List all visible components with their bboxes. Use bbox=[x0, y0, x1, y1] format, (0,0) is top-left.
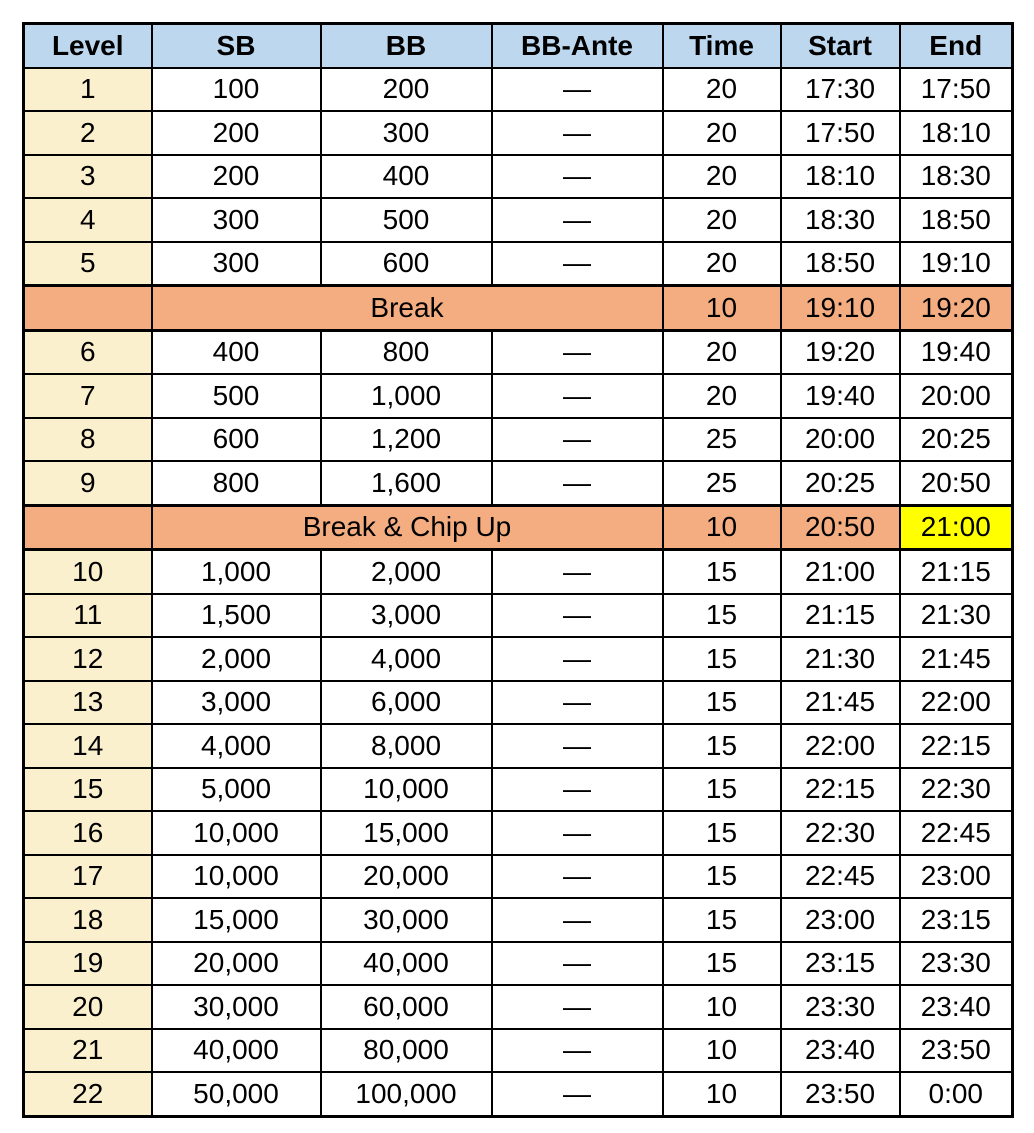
time-cell: 15 bbox=[663, 855, 781, 899]
end-cell: 18:30 bbox=[900, 155, 1013, 199]
time-cell: 15 bbox=[663, 942, 781, 986]
end-cell: 22:15 bbox=[900, 724, 1013, 768]
ante-cell: — bbox=[492, 330, 663, 374]
ante-cell: — bbox=[492, 198, 663, 242]
sb-cell: 50,000 bbox=[152, 1072, 321, 1116]
ante-cell: — bbox=[492, 418, 663, 462]
ante-cell: — bbox=[492, 68, 663, 112]
column-header-end: End bbox=[900, 24, 1013, 68]
level-row bbox=[24, 550, 1013, 594]
ante-cell: — bbox=[492, 724, 663, 768]
start-cell: 23:00 bbox=[781, 898, 900, 942]
ante-cell: — bbox=[492, 637, 663, 681]
level-row bbox=[24, 155, 1013, 199]
time-cell: 15 bbox=[663, 681, 781, 725]
bb-cell: 500 bbox=[321, 198, 492, 242]
ante-cell: — bbox=[492, 111, 663, 155]
end-cell: 19:40 bbox=[900, 330, 1013, 374]
bb-cell: 1,600 bbox=[321, 461, 492, 505]
end-cell: 20:50 bbox=[900, 461, 1013, 505]
highlighted-end-cell: 21:00 bbox=[900, 505, 1013, 550]
sb-cell: 100 bbox=[152, 68, 321, 112]
level-cell: 9 bbox=[24, 461, 152, 505]
ante-cell: — bbox=[492, 898, 663, 942]
time-cell: 15 bbox=[663, 594, 781, 638]
level-cell: 17 bbox=[24, 855, 152, 899]
bb-cell: 15,000 bbox=[321, 811, 492, 855]
bb-cell: 1,200 bbox=[321, 418, 492, 462]
bb-cell: 60,000 bbox=[321, 985, 492, 1029]
break-label-cell: Break & Chip Up bbox=[152, 505, 663, 550]
ante-cell: — bbox=[492, 550, 663, 594]
level-row bbox=[24, 242, 1013, 286]
bb-cell: 20,000 bbox=[321, 855, 492, 899]
bb-cell: 40,000 bbox=[321, 942, 492, 986]
level-row bbox=[24, 637, 1013, 681]
level-cell: 2 bbox=[24, 111, 152, 155]
time-cell: 10 bbox=[663, 985, 781, 1029]
ante-cell: — bbox=[492, 855, 663, 899]
bb-cell: 6,000 bbox=[321, 681, 492, 725]
start-cell: 19:20 bbox=[781, 330, 900, 374]
level-row bbox=[24, 898, 1013, 942]
sb-cell: 200 bbox=[152, 111, 321, 155]
sb-cell: 300 bbox=[152, 242, 321, 286]
level-cell: 13 bbox=[24, 681, 152, 725]
level-cell: 8 bbox=[24, 418, 152, 462]
start-cell: 22:00 bbox=[781, 724, 900, 768]
end-cell: 21:30 bbox=[900, 594, 1013, 638]
sb-cell: 1,000 bbox=[152, 550, 321, 594]
start-cell: 22:45 bbox=[781, 855, 900, 899]
end-cell: 21:15 bbox=[900, 550, 1013, 594]
level-cell: 4 bbox=[24, 198, 152, 242]
start-cell: 20:50 bbox=[781, 505, 900, 550]
blind-structure-table bbox=[22, 22, 1014, 1118]
column-header-level: Level bbox=[24, 24, 152, 68]
break-level-cell bbox=[24, 286, 152, 331]
level-row bbox=[24, 681, 1013, 725]
break-row bbox=[24, 286, 1013, 331]
time-cell: 15 bbox=[663, 811, 781, 855]
ante-cell: — bbox=[492, 681, 663, 725]
sb-cell: 30,000 bbox=[152, 985, 321, 1029]
bb-cell: 2,000 bbox=[321, 550, 492, 594]
column-header-time: Time bbox=[663, 24, 781, 68]
level-cell: 14 bbox=[24, 724, 152, 768]
start-cell: 18:10 bbox=[781, 155, 900, 199]
sb-cell: 10,000 bbox=[152, 811, 321, 855]
sb-cell: 300 bbox=[152, 198, 321, 242]
end-cell: 20:00 bbox=[900, 374, 1013, 418]
level-cell: 19 bbox=[24, 942, 152, 986]
bb-cell: 30,000 bbox=[321, 898, 492, 942]
start-cell: 22:15 bbox=[781, 768, 900, 812]
level-cell: 7 bbox=[24, 374, 152, 418]
sb-cell: 200 bbox=[152, 155, 321, 199]
break-level-cell bbox=[24, 505, 152, 550]
sb-cell: 10,000 bbox=[152, 855, 321, 899]
bb-cell: 100,000 bbox=[321, 1072, 492, 1116]
start-cell: 19:40 bbox=[781, 374, 900, 418]
header-row bbox=[24, 24, 1013, 68]
time-cell: 10 bbox=[663, 1029, 781, 1073]
start-cell: 18:50 bbox=[781, 242, 900, 286]
sb-cell: 1,500 bbox=[152, 594, 321, 638]
end-cell: 20:25 bbox=[900, 418, 1013, 462]
ante-cell: — bbox=[492, 1029, 663, 1073]
end-cell: 23:50 bbox=[900, 1029, 1013, 1073]
end-cell: 17:50 bbox=[900, 68, 1013, 112]
start-cell: 20:25 bbox=[781, 461, 900, 505]
column-header-bb: BB bbox=[321, 24, 492, 68]
start-cell: 21:30 bbox=[781, 637, 900, 681]
level-row bbox=[24, 461, 1013, 505]
time-cell: 25 bbox=[663, 461, 781, 505]
time-cell: 15 bbox=[663, 637, 781, 681]
start-cell: 17:30 bbox=[781, 68, 900, 112]
level-row bbox=[24, 594, 1013, 638]
level-row bbox=[24, 724, 1013, 768]
time-cell: 15 bbox=[663, 768, 781, 812]
sb-cell: 20,000 bbox=[152, 942, 321, 986]
time-cell: 10 bbox=[663, 1072, 781, 1116]
level-cell: 21 bbox=[24, 1029, 152, 1073]
level-row bbox=[24, 985, 1013, 1029]
ante-cell: — bbox=[492, 811, 663, 855]
ante-cell: — bbox=[492, 242, 663, 286]
bb-cell: 1,000 bbox=[321, 374, 492, 418]
level-row bbox=[24, 1072, 1013, 1116]
column-header-sb: SB bbox=[152, 24, 321, 68]
start-cell: 20:00 bbox=[781, 418, 900, 462]
sb-cell: 600 bbox=[152, 418, 321, 462]
time-cell: 15 bbox=[663, 724, 781, 768]
level-cell: 16 bbox=[24, 811, 152, 855]
start-cell: 21:00 bbox=[781, 550, 900, 594]
end-cell: 18:50 bbox=[900, 198, 1013, 242]
level-row bbox=[24, 68, 1013, 112]
end-cell: 18:10 bbox=[900, 111, 1013, 155]
time-cell: 20 bbox=[663, 198, 781, 242]
time-cell: 25 bbox=[663, 418, 781, 462]
level-cell: 6 bbox=[24, 330, 152, 374]
end-cell: 21:45 bbox=[900, 637, 1013, 681]
sb-cell: 400 bbox=[152, 330, 321, 374]
bb-cell: 300 bbox=[321, 111, 492, 155]
ante-cell: — bbox=[492, 942, 663, 986]
level-row bbox=[24, 418, 1013, 462]
start-cell: 22:30 bbox=[781, 811, 900, 855]
break-label-cell: Break bbox=[152, 286, 663, 331]
level-cell: 1 bbox=[24, 68, 152, 112]
start-cell: 23:30 bbox=[781, 985, 900, 1029]
break-row bbox=[24, 505, 1013, 550]
level-row bbox=[24, 1029, 1013, 1073]
blind-structure-table-container bbox=[22, 22, 1014, 1118]
bb-cell: 80,000 bbox=[321, 1029, 492, 1073]
end-cell: 23:15 bbox=[900, 898, 1013, 942]
end-cell: 23:40 bbox=[900, 985, 1013, 1029]
ante-cell: — bbox=[492, 155, 663, 199]
bb-cell: 3,000 bbox=[321, 594, 492, 638]
end-cell: 23:00 bbox=[900, 855, 1013, 899]
level-cell: 15 bbox=[24, 768, 152, 812]
time-cell: 10 bbox=[663, 505, 781, 550]
end-cell: 22:00 bbox=[900, 681, 1013, 725]
end-cell: 19:20 bbox=[900, 286, 1013, 331]
time-cell: 10 bbox=[663, 286, 781, 331]
sb-cell: 5,000 bbox=[152, 768, 321, 812]
start-cell: 17:50 bbox=[781, 111, 900, 155]
ante-cell: — bbox=[492, 374, 663, 418]
table-body bbox=[24, 68, 1013, 1117]
time-cell: 15 bbox=[663, 550, 781, 594]
bb-cell: 800 bbox=[321, 330, 492, 374]
bb-cell: 400 bbox=[321, 155, 492, 199]
level-cell: 18 bbox=[24, 898, 152, 942]
level-row bbox=[24, 111, 1013, 155]
level-cell: 22 bbox=[24, 1072, 152, 1116]
level-row bbox=[24, 330, 1013, 374]
start-cell: 23:15 bbox=[781, 942, 900, 986]
level-cell: 12 bbox=[24, 637, 152, 681]
time-cell: 15 bbox=[663, 898, 781, 942]
column-header-bb-ante: BB-Ante bbox=[492, 24, 663, 68]
end-cell: 22:30 bbox=[900, 768, 1013, 812]
end-cell: 0:00 bbox=[900, 1072, 1013, 1116]
bb-cell: 200 bbox=[321, 68, 492, 112]
sb-cell: 500 bbox=[152, 374, 321, 418]
ante-cell: — bbox=[492, 594, 663, 638]
level-row bbox=[24, 855, 1013, 899]
bb-cell: 10,000 bbox=[321, 768, 492, 812]
level-cell: 5 bbox=[24, 242, 152, 286]
time-cell: 20 bbox=[663, 155, 781, 199]
time-cell: 20 bbox=[663, 242, 781, 286]
level-row bbox=[24, 811, 1013, 855]
start-cell: 19:10 bbox=[781, 286, 900, 331]
level-cell: 3 bbox=[24, 155, 152, 199]
end-cell: 23:30 bbox=[900, 942, 1013, 986]
end-cell: 22:45 bbox=[900, 811, 1013, 855]
bb-cell: 8,000 bbox=[321, 724, 492, 768]
sb-cell: 40,000 bbox=[152, 1029, 321, 1073]
ante-cell: — bbox=[492, 768, 663, 812]
time-cell: 20 bbox=[663, 330, 781, 374]
time-cell: 20 bbox=[663, 68, 781, 112]
sb-cell: 2,000 bbox=[152, 637, 321, 681]
level-cell: 11 bbox=[24, 594, 152, 638]
start-cell: 18:30 bbox=[781, 198, 900, 242]
ante-cell: — bbox=[492, 1072, 663, 1116]
ante-cell: — bbox=[492, 985, 663, 1029]
sb-cell: 3,000 bbox=[152, 681, 321, 725]
time-cell: 20 bbox=[663, 374, 781, 418]
start-cell: 21:15 bbox=[781, 594, 900, 638]
sb-cell: 15,000 bbox=[152, 898, 321, 942]
start-cell: 23:40 bbox=[781, 1029, 900, 1073]
level-row bbox=[24, 942, 1013, 986]
ante-cell: — bbox=[492, 461, 663, 505]
bb-cell: 4,000 bbox=[321, 637, 492, 681]
sb-cell: 4,000 bbox=[152, 724, 321, 768]
level-row bbox=[24, 768, 1013, 812]
end-cell: 19:10 bbox=[900, 242, 1013, 286]
start-cell: 23:50 bbox=[781, 1072, 900, 1116]
sb-cell: 800 bbox=[152, 461, 321, 505]
level-row bbox=[24, 374, 1013, 418]
start-cell: 21:45 bbox=[781, 681, 900, 725]
column-header-start: Start bbox=[781, 24, 900, 68]
bb-cell: 600 bbox=[321, 242, 492, 286]
level-row bbox=[24, 198, 1013, 242]
time-cell: 20 bbox=[663, 111, 781, 155]
level-cell: 20 bbox=[24, 985, 152, 1029]
level-cell: 10 bbox=[24, 550, 152, 594]
